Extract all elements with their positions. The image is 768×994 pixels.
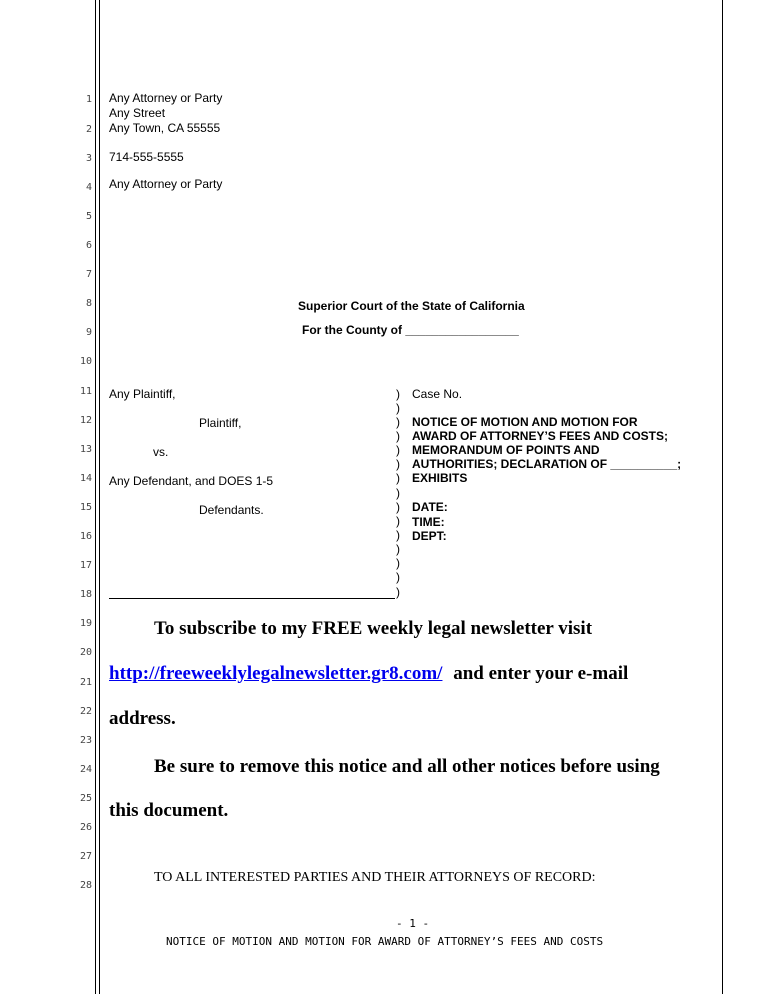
notice-line-2 xyxy=(109,663,628,685)
document-title-line: AWARD OF ATTORNEY’S FEES AND COSTS; xyxy=(412,429,669,443)
caption-paren: ) xyxy=(396,528,400,542)
attorney-name: Any Attorney or Party xyxy=(109,91,223,105)
notice-line-5: this document. xyxy=(109,800,229,821)
line-number: 3 xyxy=(85,153,92,164)
caption-paren: ) xyxy=(396,471,400,485)
line-number: 27 xyxy=(79,851,92,862)
line-number: 2 xyxy=(85,124,92,135)
notice-line-1: To subscribe to my FREE weekly legal newsletter visit xyxy=(154,618,593,639)
document-title-line: MEMORANDUM OF POINTS AND xyxy=(412,443,600,457)
line-number: 7 xyxy=(85,269,92,280)
line-number: 12 xyxy=(79,415,92,426)
line-number: 24 xyxy=(79,764,92,775)
line-number: 6 xyxy=(85,240,92,251)
caption-paren: ) xyxy=(396,556,400,570)
right-margin-rule xyxy=(722,0,723,994)
court-name: Superior Court of the State of California xyxy=(298,299,525,313)
plaintiff-name: Any Plaintiff, xyxy=(109,387,176,401)
line-number: 16 xyxy=(79,531,92,542)
hearing-date-label: DATE: xyxy=(412,500,448,514)
hearing-time-label: TIME: xyxy=(412,515,445,529)
line-number: 23 xyxy=(79,735,92,746)
caption-paren: ) xyxy=(396,585,400,599)
document-title-line: AUTHORITIES; DECLARATION OF __________; xyxy=(412,457,682,471)
line-number: 9 xyxy=(85,327,92,338)
caption-paren: ) xyxy=(396,500,400,514)
line-number: 10 xyxy=(79,356,92,367)
document-title-line: NOTICE OF MOTION AND MOTION FOR xyxy=(412,415,638,429)
caption-paren: ) xyxy=(396,486,400,500)
line-number: 11 xyxy=(79,386,92,397)
document-title-line: EXHIBITS xyxy=(412,471,468,485)
line-number: 18 xyxy=(79,589,92,600)
case-number-label: Case No. xyxy=(412,387,463,401)
notice-line-2-rest: and enter your e-mail xyxy=(453,663,629,684)
footer-page-number: - 1 - xyxy=(396,917,430,930)
caption-paren: ) xyxy=(396,401,400,415)
line-number: 8 xyxy=(85,298,92,309)
line-number: 25 xyxy=(79,793,92,804)
caption-paren: ) xyxy=(396,443,400,457)
body-salutation: TO ALL INTERESTED PARTIES AND THEIR ATTORNEYS OF RECORD: xyxy=(154,870,596,885)
hearing-dept-label: DEPT: xyxy=(412,529,447,543)
line-number: 13 xyxy=(79,444,92,455)
court-county: For the County of _________________ xyxy=(302,323,519,337)
line-number: 26 xyxy=(79,822,92,833)
line-number: 19 xyxy=(79,618,92,629)
line-number: 4 xyxy=(85,182,92,193)
caption-paren: ) xyxy=(396,415,400,429)
notice-line-4: Be sure to remove this notice and all other notices before using xyxy=(154,756,660,777)
caption-paren: ) xyxy=(396,542,400,556)
newsletter-link[interactable]: http://freeweeklylegalnewsletter.gr8.com/ xyxy=(109,663,443,684)
plaintiff-role: Plaintiff, xyxy=(199,416,242,430)
line-number: 28 xyxy=(79,880,92,891)
line-number: 22 xyxy=(79,706,92,717)
versus-label: vs. xyxy=(153,445,169,459)
defendant-role: Defendants. xyxy=(199,503,264,517)
caption-paren: ) xyxy=(396,457,400,471)
left-margin-rule-outer xyxy=(95,0,96,994)
caption-paren: ) xyxy=(396,570,400,584)
caption-paren: ) xyxy=(396,514,400,528)
attorney-phone: 714-555-5555 xyxy=(109,150,184,164)
attorney-city: Any Town, CA 55555 xyxy=(109,121,221,135)
line-number: 21 xyxy=(79,677,92,688)
caption-underline xyxy=(109,598,395,599)
line-number: 1 xyxy=(85,94,92,105)
line-number: 5 xyxy=(85,211,92,222)
notice-line-3: address. xyxy=(109,708,176,729)
line-number: 15 xyxy=(79,502,92,513)
footer-title: NOTICE OF MOTION AND MOTION FOR AWARD OF ATTORNEY’S FEES AND COSTS xyxy=(166,935,604,948)
attorney-for: Any Attorney or Party xyxy=(109,177,223,191)
line-number: 20 xyxy=(79,647,92,658)
attorney-street: Any Street xyxy=(109,106,166,120)
defendant-name: Any Defendant, and DOES 1-5 xyxy=(109,474,274,488)
line-number: 14 xyxy=(79,473,92,484)
caption-paren: ) xyxy=(396,429,400,443)
caption-paren: ) xyxy=(396,387,400,401)
left-margin-rule-inner xyxy=(99,0,100,994)
line-number: 17 xyxy=(79,560,92,571)
